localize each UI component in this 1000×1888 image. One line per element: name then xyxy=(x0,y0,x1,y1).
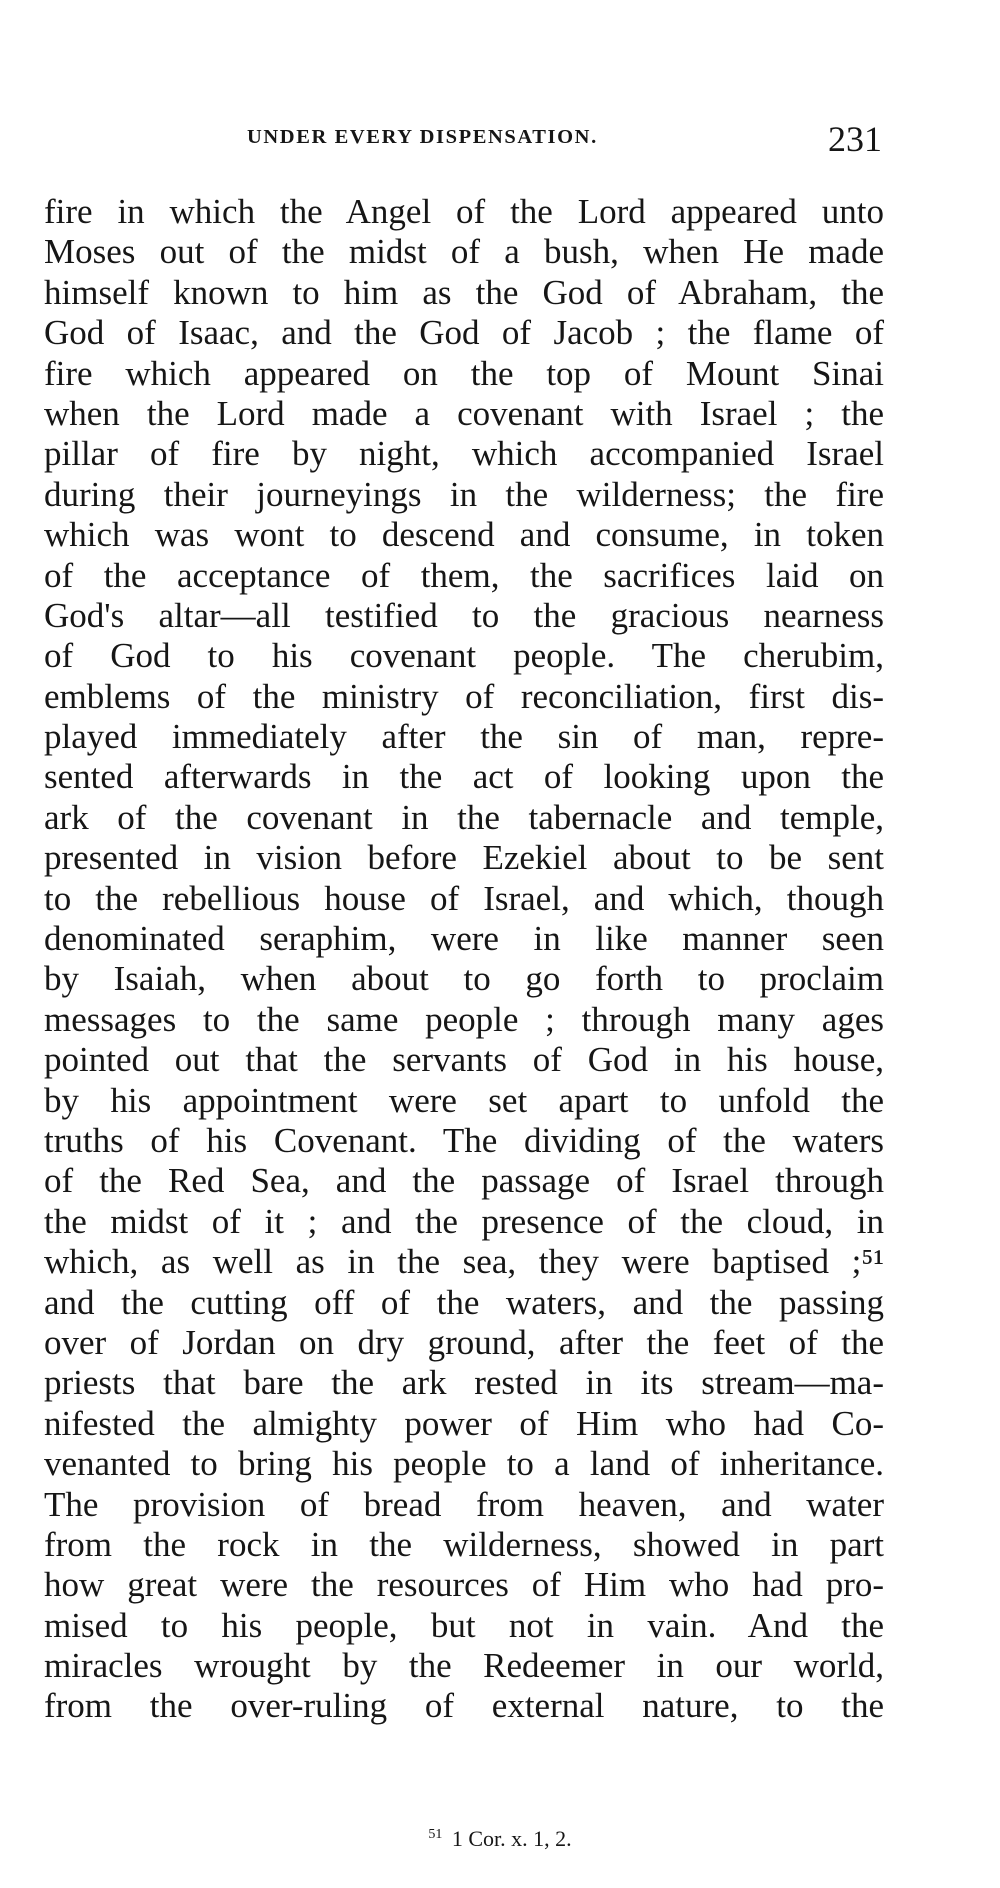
running-title: UNDER EVERY DISPENSATION. xyxy=(247,126,598,148)
text-line: played immediately after the sin of man, repre- xyxy=(44,717,884,757)
text-line: himself known to him as the God of Abraham, the xyxy=(44,272,884,312)
text-line: pointed out that the servants of God in his house, xyxy=(44,1040,884,1080)
text-line: messages to the same people ; through many ages xyxy=(44,999,884,1039)
text-line: The provision of bread from heaven, and water xyxy=(44,1484,884,1524)
text-line: of God to his covenant people. The cherubim, xyxy=(44,636,884,676)
body-text xyxy=(44,192,884,1727)
text-line: ark of the covenant in the tabernacle and temple, xyxy=(44,797,884,837)
text-line: from the over-ruling of external nature, to the xyxy=(44,1686,884,1726)
text-line: and the cutting off of the waters, and the passing xyxy=(44,1282,884,1322)
text-line: the midst of it ; and the presence of the cloud, in xyxy=(44,1201,884,1241)
text-line: nifested the almighty power of Him who had Co- xyxy=(44,1403,884,1443)
running-head xyxy=(40,118,892,158)
text-line: from the rock in the wilderness, showed in part xyxy=(44,1524,884,1564)
text-line: to the rebellious house of Israel, and which, though xyxy=(44,878,884,918)
footnote-marker: 51 xyxy=(428,1827,443,1842)
text-line: miracles wrought by the Redeemer in our world, xyxy=(44,1646,884,1686)
text-line: denominated seraphim, were in like manner seen xyxy=(44,919,884,959)
text-line: sented afterwards in the act of looking upon the xyxy=(44,757,884,797)
text-line: during their journeyings in the wilderness; the fire xyxy=(44,474,884,514)
text-line: pillar of fire by night, which accompanied Israel xyxy=(44,434,884,474)
footnote xyxy=(0,1826,1000,1852)
text-line: how great were the resources of Him who had pro- xyxy=(44,1565,884,1605)
text-line: by his appointment were set apart to unfold the xyxy=(44,1080,884,1120)
text-line: which, as well as in the sea, they were baptised ;⁵¹ xyxy=(44,1242,884,1282)
text-line: mised to his people, but not in vain. And the xyxy=(44,1605,884,1645)
text-line: of the acceptance of them, the sacrifices laid on xyxy=(44,555,884,595)
text-line: fire which appeared on the top of Mount Sinai xyxy=(44,353,884,393)
text-line: God of Isaac, and the God of Jacob ; the flame of xyxy=(44,313,884,353)
text-line: venanted to bring his people to a land of inheritance. xyxy=(44,1444,884,1484)
page-number: 231 xyxy=(828,119,882,159)
footnote-text: 1 Cor. x. 1, 2. xyxy=(451,1826,572,1851)
text-line: over of Jordan on dry ground, after the feet of the xyxy=(44,1322,884,1362)
text-line: of the Red Sea, and the passage of Israel through xyxy=(44,1161,884,1201)
text-line: priests that bare the ark rested in its stream—ma- xyxy=(44,1363,884,1403)
text-line: truths of his Covenant. The dividing of the waters xyxy=(44,1120,884,1160)
text-line: Moses out of the midst of a bush, when He made xyxy=(44,232,884,272)
text-line: by Isaiah, when about to go forth to proclaim xyxy=(44,959,884,999)
text-line: God's altar—all testified to the gracious nearness xyxy=(44,595,884,635)
text-line: when the Lord made a covenant with Israel ; the xyxy=(44,393,884,433)
text-line: fire in which the Angel of the Lord appeared unto xyxy=(44,192,884,231)
text-line: which was wont to descend and consume, in token xyxy=(44,515,884,555)
text-line: emblems of the ministry of reconciliation, first dis- xyxy=(44,676,884,716)
text-line: presented in vision before Ezekiel about to be sent xyxy=(44,838,884,878)
